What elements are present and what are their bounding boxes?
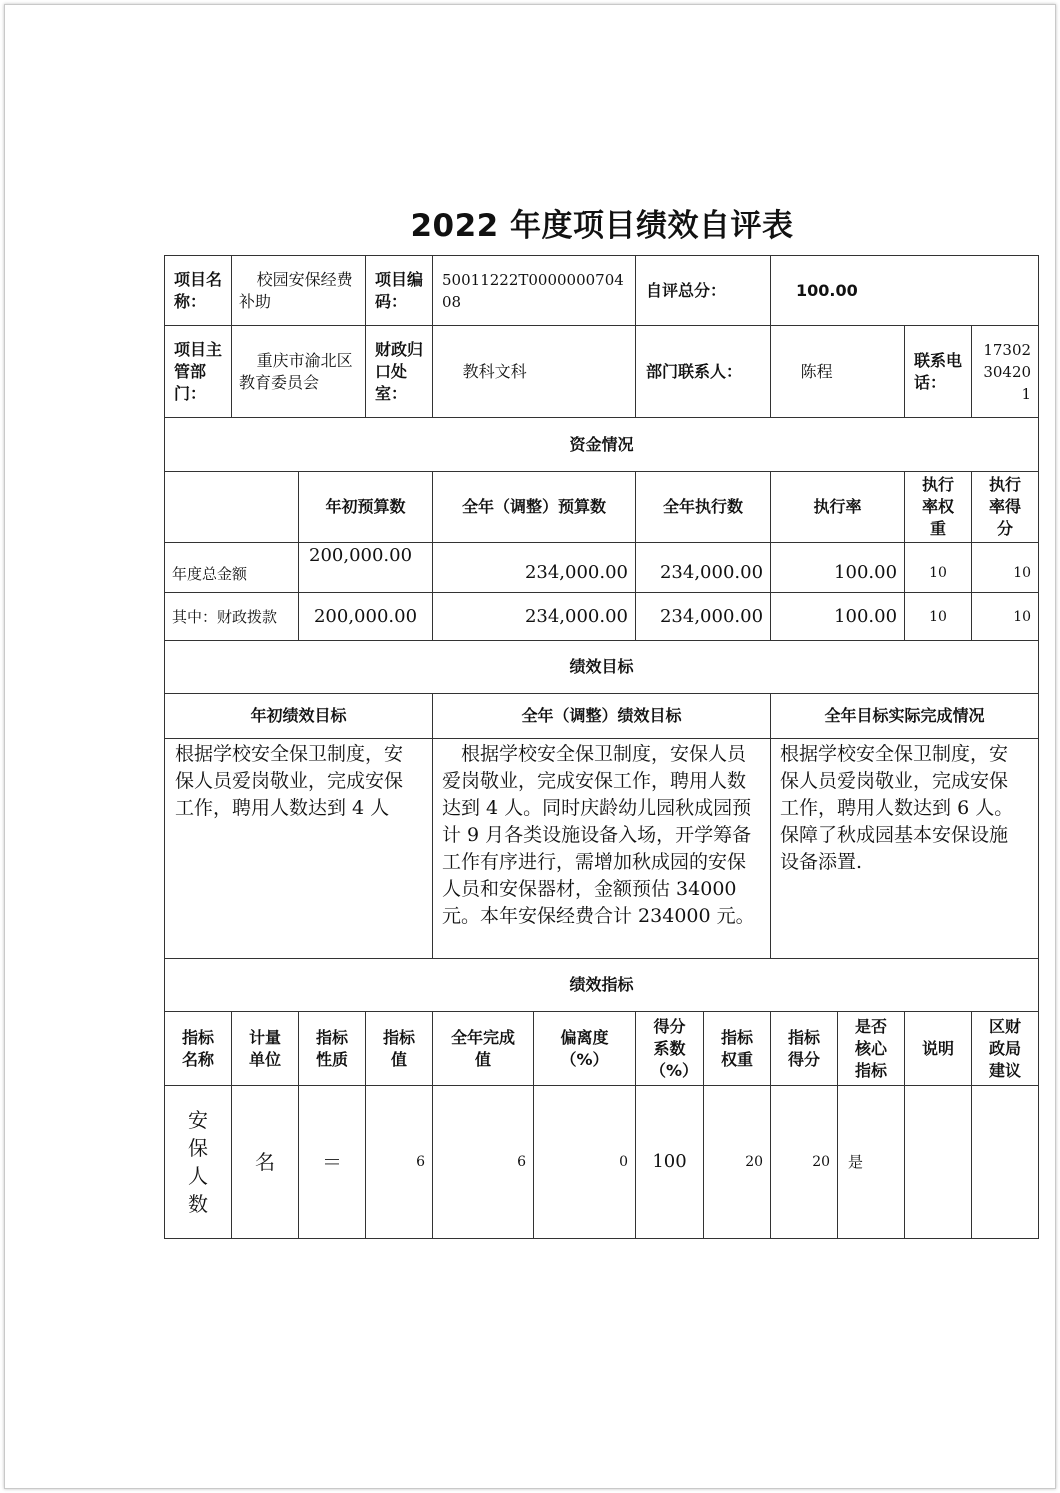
- finance-office-value: 教科文科: [433, 326, 636, 418]
- page-title: 2022 年度项目绩效自评表: [410, 208, 794, 244]
- funds-header-row: [165, 472, 1039, 543]
- goals-header-actual: 全年目标实际完成情况: [771, 694, 1039, 739]
- funds-exec-rate: 100.00: [771, 593, 905, 641]
- ind-note: [905, 1086, 972, 1239]
- indicators-header-row: [165, 1012, 1039, 1086]
- ind-header-completed: 全年完成值: [433, 1012, 534, 1086]
- phone-label: 联系电话：: [905, 326, 972, 418]
- project-code-label: 项目编码：: [366, 256, 433, 326]
- funds-weight: 10: [905, 543, 972, 593]
- funds-exec-rate: 100.00: [771, 543, 905, 593]
- ind-header-core: 是否核心指标: [838, 1012, 905, 1086]
- indicators-section-row: [165, 959, 1039, 1012]
- ind-nature: ＝: [299, 1086, 366, 1239]
- funds-header-executed: 全年执行数: [636, 472, 771, 543]
- ind-header-suggestion: 区财政局建议: [972, 1012, 1039, 1086]
- goals-header-row: [165, 694, 1039, 739]
- table-row: [165, 1086, 1039, 1239]
- goals-header-adjusted: 全年（调整）绩效目标: [433, 694, 771, 739]
- contact-label: 部门联系人：: [636, 326, 771, 418]
- funds-section-row: [165, 418, 1039, 472]
- ind-name: 安保人数: [165, 1086, 232, 1239]
- dept-label: 项目主管部门：: [165, 326, 232, 418]
- project-name-value: 校园安保经费补助: [232, 256, 366, 326]
- project-name-label: 项目名称：: [165, 256, 232, 326]
- ind-core: 是: [838, 1086, 905, 1239]
- funds-header-weight: 执行率权重: [905, 472, 972, 543]
- funds-executed: 234,000.00: [636, 593, 771, 641]
- funds-header-adjusted-budget: 全年（调整）预算数: [433, 472, 636, 543]
- funds-weight: 10: [905, 593, 972, 641]
- funds-score: 10: [972, 593, 1039, 641]
- ind-header-deviation: 偏离度（%）: [534, 1012, 636, 1086]
- dept-value: 重庆市渝北区教育委员会: [232, 326, 366, 418]
- contact-value: 陈程: [771, 326, 905, 418]
- funds-header-score: 执行率得分: [972, 472, 1039, 543]
- funds-executed: 234,000.00: [636, 543, 771, 593]
- ind-deviation: 0: [534, 1086, 636, 1239]
- self-score-label: 自评总分：: [636, 256, 771, 326]
- funds-initial-budget: 200,000.00: [299, 543, 433, 593]
- ind-header-name: 指标名称: [165, 1012, 232, 1086]
- project-code-value: 50011222T000000070408: [433, 256, 636, 326]
- ind-header-score: 指标得分: [771, 1012, 838, 1086]
- funds-header-blank: [165, 472, 299, 543]
- funds-row-label: 年度总金额: [165, 543, 299, 593]
- info-row-2: [165, 326, 1039, 418]
- evaluation-table: [164, 255, 1039, 1239]
- goal-adjusted-text: 根据学校安全保卫制度，安保人员爱岗敬业，完成安保工作，聘用人数达到 4 人。同时庆龄幼儿园秋成园预计 9 月各类设施设备入场，开学筹备工作有序进行，需增加秋成园的安保人员和安保器材，金额预估 34000 元。本年安保经费合计 234000 元。: [433, 739, 771, 959]
- goals-section-title: 绩效目标: [165, 641, 1039, 694]
- goals-content-row: [165, 739, 1039, 959]
- funds-initial-budget: 200,000.00: [299, 593, 433, 641]
- info-row-1: [165, 256, 1039, 326]
- funds-header-exec-rate: 执行率: [771, 472, 905, 543]
- finance-office-label: 财政归口处室：: [366, 326, 433, 418]
- indicators-section-title: 绩效指标: [165, 959, 1039, 1012]
- table-row: [165, 543, 1039, 593]
- funds-adjusted-budget: 234,000.00: [433, 543, 636, 593]
- self-score-value: 100.00: [771, 256, 1039, 326]
- funds-section-title: 资金情况: [165, 418, 1039, 472]
- ind-header-weight: 指标权重: [704, 1012, 771, 1086]
- ind-header-note: 说明: [905, 1012, 972, 1086]
- ind-coef: 100: [636, 1086, 704, 1239]
- ind-value: 6: [366, 1086, 433, 1239]
- funds-adjusted-budget: 234,000.00: [433, 593, 636, 641]
- ind-score: 20: [771, 1086, 838, 1239]
- ind-unit: 名: [232, 1086, 299, 1239]
- funds-row-label: 其中：财政拨款: [165, 593, 299, 641]
- table-row: [165, 593, 1039, 641]
- ind-suggestion: [972, 1086, 1039, 1239]
- ind-header-nature: 指标性质: [299, 1012, 366, 1086]
- phone-value: 17302304201: [972, 326, 1039, 418]
- funds-score: 10: [972, 543, 1039, 593]
- ind-completed: 6: [433, 1086, 534, 1239]
- goals-section-row: [165, 641, 1039, 694]
- ind-weight: 20: [704, 1086, 771, 1239]
- goal-actual-text: 根据学校安全保卫制度，安保人员爱岗敬业，完成安保工作，聘用人数达到 6 人。保障了秋成园基本安保设施设备添置.: [771, 739, 1039, 959]
- goal-initial-text: 根据学校安全保卫制度，安保人员爱岗敬业，完成安保工作，聘用人数达到 4 人: [165, 739, 433, 959]
- funds-header-initial-budget: 年初预算数: [299, 472, 433, 543]
- ind-header-unit: 计量单位: [232, 1012, 299, 1086]
- ind-header-value: 指标值: [366, 1012, 433, 1086]
- goals-header-initial: 年初绩效目标: [165, 694, 433, 739]
- ind-header-coef: 得分系数（%）: [636, 1012, 704, 1086]
